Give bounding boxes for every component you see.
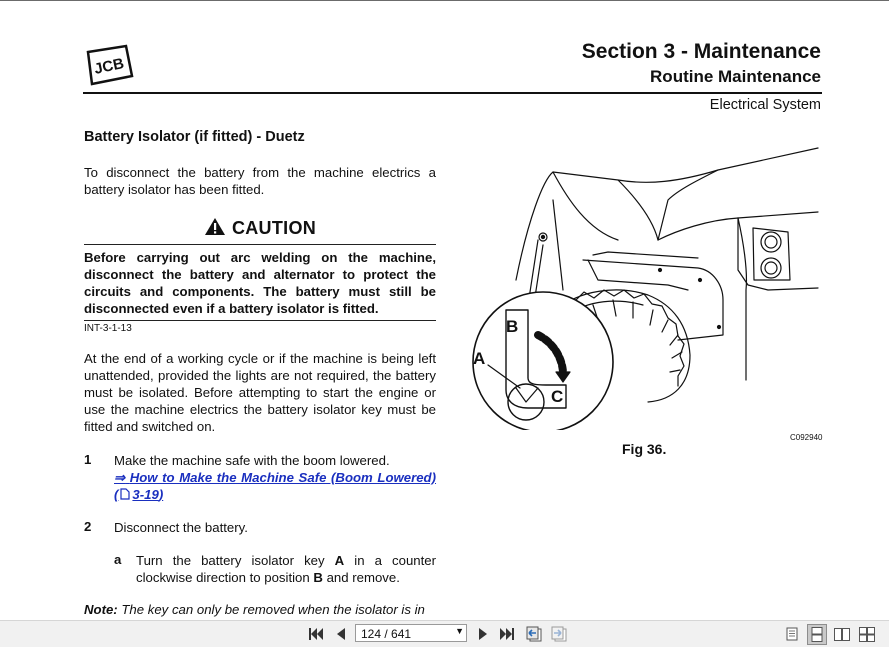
warning-icon: [204, 217, 226, 236]
go-back-view-button[interactable]: [524, 626, 544, 642]
link-ref-open: (: [114, 487, 119, 502]
section-area: Electrical System: [709, 97, 821, 113]
step-1: [114, 452, 436, 503]
safe-procedure-link[interactable]: [114, 469, 436, 503]
continuous-view-button[interactable]: [807, 624, 827, 645]
page-dropdown-icon[interactable]: ▼: [455, 626, 464, 636]
figure-caption: Fig 36.: [622, 441, 667, 457]
note-text: The key can only be removed when the isolator is in: [117, 602, 425, 617]
single-page-view-button[interactable]: [784, 626, 800, 642]
forward-view-icon: [550, 626, 568, 642]
facing-pages-icon: [834, 628, 850, 641]
step-2: Disconnect the battery.: [114, 520, 248, 535]
caution-heading: [84, 217, 436, 239]
back-view-icon: [525, 626, 543, 642]
last-page-button[interactable]: [499, 626, 515, 642]
page-display: 124 / 641: [361, 627, 412, 641]
prev-page-icon: [336, 628, 345, 640]
link-ref-close: ): [158, 487, 164, 502]
first-page-button[interactable]: [308, 626, 324, 642]
caution-rule-top: [84, 244, 436, 245]
substep-text: Turn the battery isolator key: [136, 553, 335, 568]
next-page-button[interactable]: [476, 626, 490, 642]
step-1-text: Make the machine safe with the boom lowered.: [114, 453, 390, 468]
go-forward-view-button[interactable]: [549, 626, 569, 642]
label-c: C: [551, 387, 564, 406]
link-arrow-icon: ⇒: [114, 470, 126, 485]
single-page-icon: [786, 627, 798, 641]
substep-key-a: A: [334, 553, 345, 568]
continuous-page-icon: [811, 627, 823, 642]
caution-reference: INT-3-1-13: [84, 323, 132, 334]
substep-text: and remove.: [322, 570, 400, 585]
page-icon: [120, 488, 130, 500]
step-number: 1: [84, 452, 92, 467]
body-paragraph: At the end of a working cycle or if the machine is being left unattended, provided the lights are not required, the battery must be isolated. Before attempting to start the engine or use the machine electrics the battery isolator key must be fitted and switched on.: [84, 351, 436, 434]
machine-body: [516, 148, 818, 280]
caution-rule-bottom: [84, 320, 436, 321]
last-page-icon: [500, 628, 514, 640]
continuous-facing-view-button[interactable]: [858, 626, 876, 642]
jcb-logo: [82, 44, 134, 86]
first-page-icon: [309, 628, 323, 640]
prev-page-button[interactable]: [333, 626, 347, 642]
viewer-toolbar: [0, 620, 889, 647]
substep-position-b: B: [313, 570, 323, 585]
link-page-ref: 3-19: [132, 487, 159, 502]
note-label: Note:: [84, 602, 118, 617]
page-number-field[interactable]: [355, 624, 467, 642]
intro-paragraph: To disconnect the battery from the machine electrics a battery isolator has been fitted.: [84, 165, 436, 197]
continuous-facing-icon: [859, 627, 875, 642]
caution-text: Before carrying out arc welding on the machine, disconnect the battery and alternator to protect the circuits and components. The battery must still be disconnected even if a battery isolator is fitted.: [84, 250, 436, 316]
top-border: [0, 0, 889, 1]
substep-a: [136, 552, 436, 586]
link-text: How to Make the Machine Safe (Boom Lowered): [129, 470, 437, 485]
next-page-icon: [479, 628, 488, 640]
label-a: A: [473, 349, 486, 368]
caution-label: CAUTION: [231, 218, 317, 238]
section-subtitle: Routine Maintenance: [650, 67, 821, 86]
substep-text: in a counter clockwise direction to position: [136, 553, 436, 585]
topic-heading: Battery Isolator (if fitted) - Duetz: [84, 129, 305, 145]
substep-letter: a: [114, 552, 122, 567]
note: [84, 602, 444, 617]
figure-code: C092940: [790, 433, 823, 442]
header-rule: [83, 92, 822, 94]
battery-isolator-figure: [468, 140, 828, 430]
facing-view-button[interactable]: [833, 626, 851, 642]
logo-text: JCB: [92, 55, 126, 78]
label-b: B: [506, 317, 519, 336]
step-number: 2: [84, 519, 92, 534]
section-title: Section 3 - Maintenance: [581, 40, 821, 63]
